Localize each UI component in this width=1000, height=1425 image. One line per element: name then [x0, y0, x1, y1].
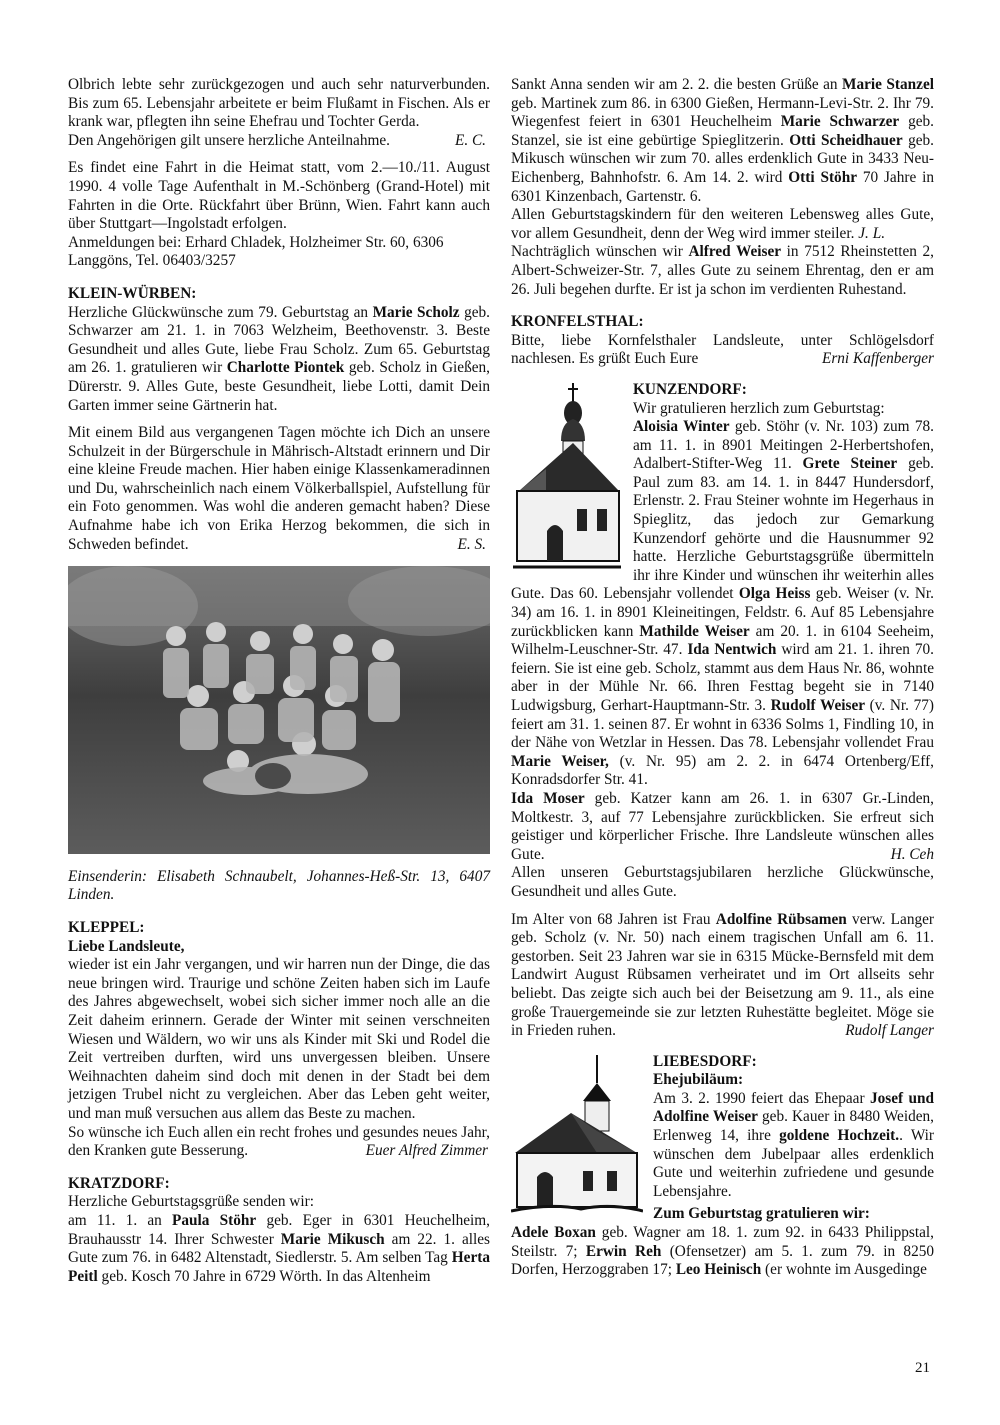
section-heading: KUNZENDORF:: [633, 380, 747, 398]
paragraph: Nachträglich wünschen wir Alfred Weiser in 7512 Rheinstetten 2, Albert-Schweizer-Str. 7, alles Gute zu seinem Ehrentag, den er am 26. Juli begehen durfte. Er ist ja schon im verdienten Ruhestand.: [511, 243, 935, 298]
section-heading: KRONFELSTHAL:: [511, 313, 644, 331]
paragraph: Herzliche Geburtstagsgrüße senden wir:: [68, 1193, 314, 1211]
paragraph: Mit einem Bild aus vergangenen Tagen möchte ich Dich an unsere Schulzeit in der Bürgerschule in Mährisch-Altstadt erinnern und Dir eine kleine Freude machen. Hier haben einige Klassenkameradinnen und Du, wahrscheinlich nach einem Völkerballspiel, Aufstellung für ein Foto genommen. Was wohl die anderen gemacht haben? Diese Aufnahme habe ich von Erika Herzog bekommen, die sich in Schweden befindet. E. S.: [68, 424, 490, 553]
signature: E. S.: [457, 535, 486, 553]
paragraph: Adele Boxan geb. Wagner am 18. 1. zum 92. in 6433 Philippstal, Steilstr. 7; Erwin Reh (Ofensetzer) am 5. 1. zum 79. in 8250 Dorfen, Herzoggraben 17; Leo Heinisch (er wohnte im Ausgedinge: [511, 1224, 935, 1279]
class-photo: [68, 566, 490, 854]
paragraph: Allen Geburtstagskindern für den weiteren Lebensweg alles Gute, vor allem Gesundheit, denn der Weg wird immer steiler. J. L.: [511, 206, 934, 242]
kunzendorf-section: [511, 381, 934, 1041]
section-heading: LIEBESDORF:: [653, 1052, 757, 1070]
paragraph: So wünsche ich Euch allen ein recht frohes und gesundes neues Jahr, den Kranken gute Besserung. Euer Alfred Zimmer: [68, 1123, 490, 1160]
chapel-illustration: [511, 1053, 643, 1213]
paragraph: Am 3. 2. 1990 feiert das Ehepaar Josef und Adolfine Weiser geb. Kauer in 8480 Weiden, Erlenweg 14, ihre goldene Hochzeit.. Wir wünschen dem Jubelpaar alles erdenklich Gute und weiterhin zufriedene und gesunde Lebensjahre.: [653, 1089, 935, 1200]
paragraph: Sankt Anna senden wir am 2. 2. die besten Grüße an Marie Stanzel geb. Martinek zum 86. in 6300 Gießen, Hermann-Levi-Str. 2. Ihr 79. Wiegenfest feiert in 6301 Heuchelheim Marie Schwarzer geb. Stanzel, sie ist eine gebürtige Spieglitzerin. Otti Scheidhauer geb. Mikusch wünschen wir zum 70. alles erdenklich Gute in 3433 Neu-Eichenberg, Bahnhofstr. 6. Am 14. 2. wird Otti Stöhr 70 Jahre in 6301 Kinzenbach, Gartenstr. 6.: [511, 76, 935, 205]
signature: J. L.: [858, 224, 886, 242]
paragraph: am 11. 1. an Paula Stöhr geb. Eger in 6301 Heuchelheim, Brauhausstr 14. Ihrer Schwester Marie Mikusch am 22. 1. alles Gute zum 76. in 6482 Altenstadt, Siedlerstr. 5. Am selben Tag Herta Peitl geb. Kosch 70 Jahre in 6729 Wörth. In das Altenheim: [68, 1211, 490, 1285]
photo-caption: Einsenderin: Elisabeth Schnaubelt, Johannes-Heß-Str. 13, 6407 Linden.: [68, 867, 490, 904]
right-column: [511, 76, 934, 1280]
paragraph: Anmeldungen bei: Erhard Chladek, Holzheimer Str. 60, 6306 Langgöns, Tel. 06403/3257: [68, 233, 444, 270]
page-number: 21: [915, 1360, 930, 1376]
section-heading: KLEIN-WÜRBEN:: [68, 284, 197, 302]
signature: H. Ceh: [890, 845, 934, 863]
paragraph: wieder ist ein Jahr vergangen, und wir harren nun der Dinge, die das neue bringen wird. Traurige und schöne Zeiten haben sich im Laufe des Jahres abgewechselt, wobei sich sicher immer noch alle an die Zeit daheim erinnern. Gerade der Winter mit seinen verschneiten Wiesen und Wäldern, wo wir uns als Kinder mit Ski und Rodel die Zeit vertreiben durften, wird uns unvergessen bleiben. Unsere Weihnachten daheim sind doch mit denen in der Stadt bei dem jetzigen Trubel nicht zu vergleichen. Aber das Leben geht weiter, und man muß versuchen aus allem das Beste zu machen.: [68, 956, 490, 1122]
liebesdorf-section: [511, 1053, 934, 1280]
section-heading: KRATZDORF:: [68, 1174, 170, 1192]
signature: E. C.: [454, 131, 486, 149]
paragraph: Aloisia Winter geb. Stöhr (v. Nr. 103) zum 78. am 11. 1. in 8901 Meitingen 2-Herbertshofen, Adalbert-Stifter-Weg 11. Grete Steiner geb. Paul zum 83. am 14. 1. in 8447 Hundersdorf, Erlenstr. 2. Frau Steiner wohnte im Hegerhaus in Spieglitz, das jedoch zur Gemarkung Kunzendorf gehörte und die Hausnummer 92 hatte. Herzliche Geburtstagsgrüße übermitteln ihr ihre Kinder und wünschen ihr weiterhin alles Gute. Das 60. Lebensjahr vollendet Olga Heiss geb. Weiser (v. Nr. 34) am 16. 1. in 8901 Kleineitingen, Feldstr. 6. Auf 85 Lebensjahre zurückblicken kann Mathilde Weiser am 20. 1. in 6104 Seeheim, Wilhelm-Leuschner-Str. 47. Ida Nentwich wird am 21. 1. ihren 70. feiern. Sie ist eine geb. Scholz, stammt aus dem Haus Nr. 86, wohnte aber in der Mühle Nr. 66. Ihren Festtag begeht sie in 7140 Ludwigsburg, Gerhart-Hauptmann-Str. 3. Rudolf Weiser (v. Nr. 77) feiert am 31. 1. seinen 87. Er wohnt in 6336 Solms 1, Findling 10, in der Nähe von Wetzlar in Hessen. Das 78. Lebensjahr vollendet Frau Marie Weiser, (v. Nr. 95) am 2. 2. in 6474 Ortenberg/Eff, Konradsdorfer Str. 41.: [511, 418, 934, 789]
paragraph: Den Angehörigen gilt unsere herzliche Anteilnahme. E. C.: [68, 131, 486, 149]
signature: Rudolf Langer: [845, 1022, 934, 1040]
church-illustration: [511, 381, 623, 571]
paragraph: Wir gratulieren herzlich zum Geburtstag:: [633, 399, 885, 417]
salutation: Liebe Landsleute,: [68, 937, 185, 955]
signature: Erni Kaffenberger: [821, 350, 934, 368]
paragraph: Herzliche Glückwünsche zum 79. Geburtstag an Marie Scholz geb. Schwarzer am 21. 1. in 7063 Welzheim, Beethovenstr. 3. Beste Gesundheit und alles Gute, liebe Frau Scholz. Zum 65. Geburtstag am 26. 1. gratulieren wir Charlotte Piontek geb. Scholz in Gießen, Dürerstr. 9. Alles Gute, beste Gesundheit, liebe Lotti, damit Dein Garten immer seine Gärtnerin hat.: [68, 303, 490, 414]
paragraph: Im Alter von 68 Jahren ist Frau Adolfine Rübsamen verw. Langer geb. Scholz (v. Nr. 50) nach einem tragischen Unfall am 6. 11. gestorben. Seit 23 Jahren war sie in 6315 Mücke-Bernsfeld mit dem Landwirt August Rübsamen verheiratet und im Ort allseits sehr beliebt. Das zeigte sich auch bei der Beisetzung am 9. 11., als eine große Trauergemeinde sie zur letzten Ruhestätte begleitet. Möge sie in Frieden ruhen. Rudolf Langer: [511, 910, 934, 1040]
subheading: Ehejubiläum:: [653, 1071, 744, 1089]
paragraph: Es findet eine Fahrt in die Heimat statt, vom 2.—10./11. August 1990. 4 volle Tage Aufenthalt in M.-Schönberg (Grand-Hotel) mit Fahrten in die Orte. Rückfahrt über Brünn, Wien. Fahrt kann auch über Stuttgart—Ingolstadt erfolgen.: [68, 159, 490, 233]
paragraph: Olbrich lebte sehr zurückgezogen und auch sehr naturverbunden. Bis zum 65. Lebensjahr arbeitete er beim Flußamt in Fischen. Als er krank war, pflegten ihn seine Ehefrau und Tochter Gerda.: [68, 76, 490, 131]
paragraph: Ida Moser geb. Katzer kann am 26. 1. in 6307 Gr.-Linden, Moltkestr. 3, auf 77 Lebensjahre zurückblicken. Sie erfreut sich geistiger und körperlicher Frische. Ihre Landsleute wünschen alles Gute. H. Ceh: [511, 789, 934, 863]
paragraph: Bitte, liebe Kornfelsthaler Landsleute, unter Schlögelsdorf nachlesen. Es grüßt Euch Eure Erni Kaffenberger: [511, 331, 934, 368]
subheading: Zum Geburtstag gratulieren wir:: [653, 1205, 870, 1223]
signature: Euer Alfred Zimmer: [365, 1142, 488, 1160]
section-heading: KLEPPEL:: [68, 919, 145, 937]
left-column: [68, 76, 490, 1286]
paragraph: Allen unseren Geburtstagsjubilaren herzliche Glückwünsche, Gesundheit und alles Gute.: [511, 864, 934, 900]
